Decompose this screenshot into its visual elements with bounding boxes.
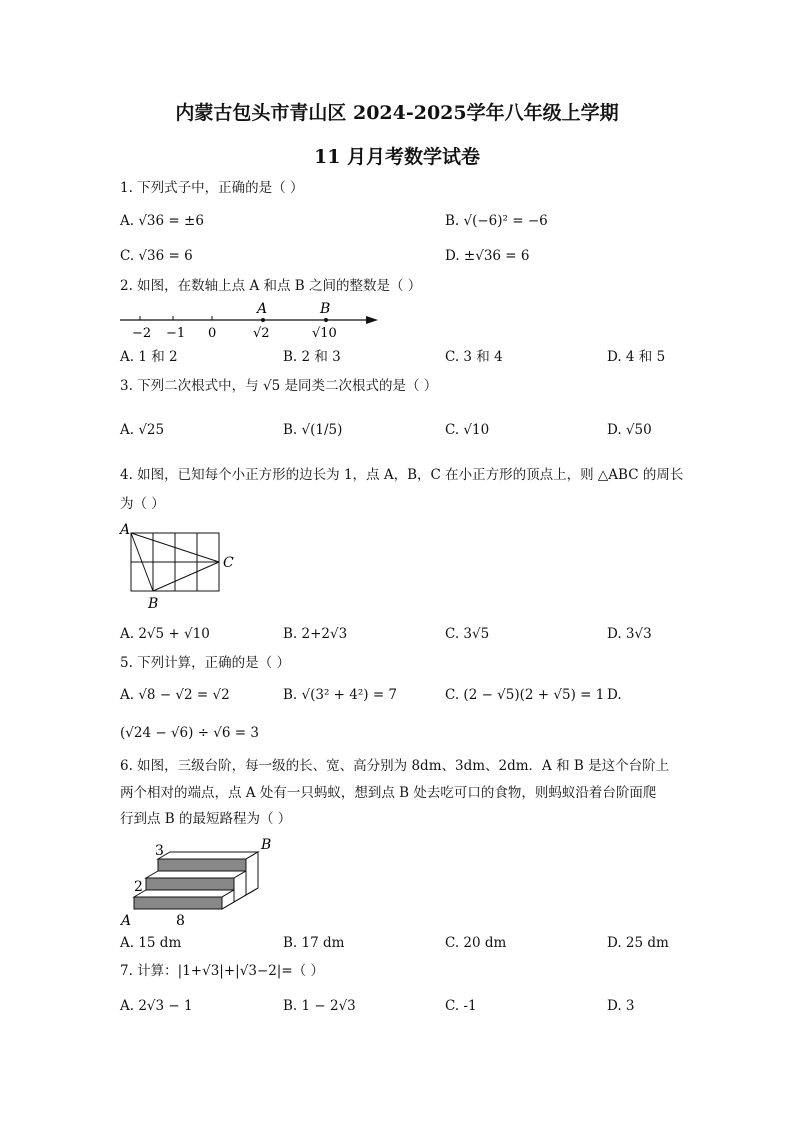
side-bc xyxy=(153,562,219,591)
question-2-option-d: D. 4 和 5 xyxy=(607,349,666,365)
question-6-option-a: A. 15 dm xyxy=(120,935,182,951)
point-a-dot xyxy=(261,318,265,322)
label-length-8: 8 xyxy=(176,913,185,929)
tick-label: −1 xyxy=(166,326,186,341)
question-1-option-d: D. ±√36 = 6 xyxy=(445,248,530,264)
point-value-b: √10 xyxy=(312,326,337,341)
question-5-option-a: A. √8 − √2 = √2 xyxy=(120,687,230,703)
question-7-option-d: D. 3 xyxy=(607,998,635,1014)
vertex-label-c: C xyxy=(223,555,234,571)
step-front-3 xyxy=(158,859,246,871)
point-label-b: B xyxy=(320,301,331,317)
question-5-option-b: B. √(3² + 4²) = 7 xyxy=(283,687,398,703)
question-1-stem: 1. 下列式子中，正确的是（ ） xyxy=(120,180,304,196)
question-2-option-a: A. 1 和 2 xyxy=(120,349,178,365)
vertex-label-a: A xyxy=(120,522,131,538)
question-7-option-b: B. 1 − 2√3 xyxy=(283,998,356,1014)
question-3-option-d: D. √50 xyxy=(607,422,652,438)
vertex-label-b: B xyxy=(148,596,159,612)
question-1-option-a: A. √36 = ±6 xyxy=(120,213,204,229)
question-1-option-c: C. √36 = 6 xyxy=(120,248,193,264)
question-3-option-b: B. √(1/5) xyxy=(283,422,343,438)
question-6-stem: 6. 如图，三级台阶，每一级的长、宽、高分别为 8dm、3dm、2dm．A 和 B 是这个台阶上 xyxy=(120,758,670,774)
tick-label: −2 xyxy=(132,326,152,341)
point-label-a: A xyxy=(257,301,268,317)
question-4-stem-cont: 为（ ） xyxy=(120,496,165,512)
question-6-stem-cont: 两个相对的端点，点 A 处有一只蚂蚁，想到点 B 处去吃可口的食物，则蚂蚁沿着台阶面爬 xyxy=(120,785,657,801)
point-label-b: B xyxy=(261,837,272,853)
label-height-3: 3 xyxy=(155,843,164,859)
question-7-stem: 7. 计算：|1+√3|+|√3−2|=（ ） xyxy=(120,963,324,979)
label-height-2: 2 xyxy=(134,879,143,895)
question-5-option-c: C. (2 − √5)(2 + √5) = 1 xyxy=(445,687,605,703)
question-4-stem: 4. 如图，已知每个小正方形的边长为 1，点 A，B，C 在小正方形的顶点上，则 △ABC 的周长 xyxy=(120,467,684,483)
question-5-option-d: D. xyxy=(607,687,622,703)
question-4-option-c: C. 3√5 xyxy=(445,626,490,642)
step-front-2 xyxy=(146,878,234,890)
question-2-stem: 2. 如图，在数轴上点 A 和点 B 之间的整数是（ ） xyxy=(120,278,422,294)
question-3-option-c: C. √10 xyxy=(445,422,490,438)
question-6-option-d: D. 25 dm xyxy=(607,935,669,951)
arrow-head-icon xyxy=(366,316,378,324)
grid-triangle-figure xyxy=(118,520,248,615)
exam-title-line2: 11 月月考数学试卷 xyxy=(313,146,481,168)
question-4-option-b: B. 2+2√3 xyxy=(283,626,348,642)
question-7-option-c: C. -1 xyxy=(445,998,477,1014)
point-label-a: A xyxy=(121,913,132,929)
question-2-option-c: C. 3 和 4 xyxy=(445,349,503,365)
question-5-option-d-expression: (√24 − √6) ÷ √6 = 3 xyxy=(120,725,259,741)
question-3-stem: 3. 下列二次根式中，与 √5 是同类二次根式的是（ ） xyxy=(120,378,438,394)
question-6-option-b: B. 17 dm xyxy=(283,935,345,951)
step-front-1 xyxy=(134,897,222,909)
question-4-option-a: A. 2√5 + √10 xyxy=(120,626,210,642)
question-1-option-b: B. √(−6)² = −6 xyxy=(445,213,548,229)
point-b-dot xyxy=(324,318,328,322)
exam-title-line1: 内蒙古包头市青山区 2024-2025学年八年级上学期 xyxy=(175,102,619,124)
question-6-option-c: C. 20 dm xyxy=(445,935,507,951)
question-5-stem: 5. 下列计算，正确的是（ ） xyxy=(120,655,290,671)
question-6-stem-cont2: 行到点 B 的最短路程为（ ） xyxy=(120,811,292,827)
question-2-option-b: B. 2 和 3 xyxy=(283,349,341,365)
number-line-figure xyxy=(120,298,390,344)
question-4-option-d: D. 3√3 xyxy=(607,626,652,642)
point-value-a: √2 xyxy=(253,326,270,341)
staircase-figure xyxy=(118,833,278,928)
question-3-option-a: A. √25 xyxy=(120,422,165,438)
tick-label: 0 xyxy=(208,326,217,341)
question-7-option-a: A. 2√3 − 1 xyxy=(120,998,193,1014)
